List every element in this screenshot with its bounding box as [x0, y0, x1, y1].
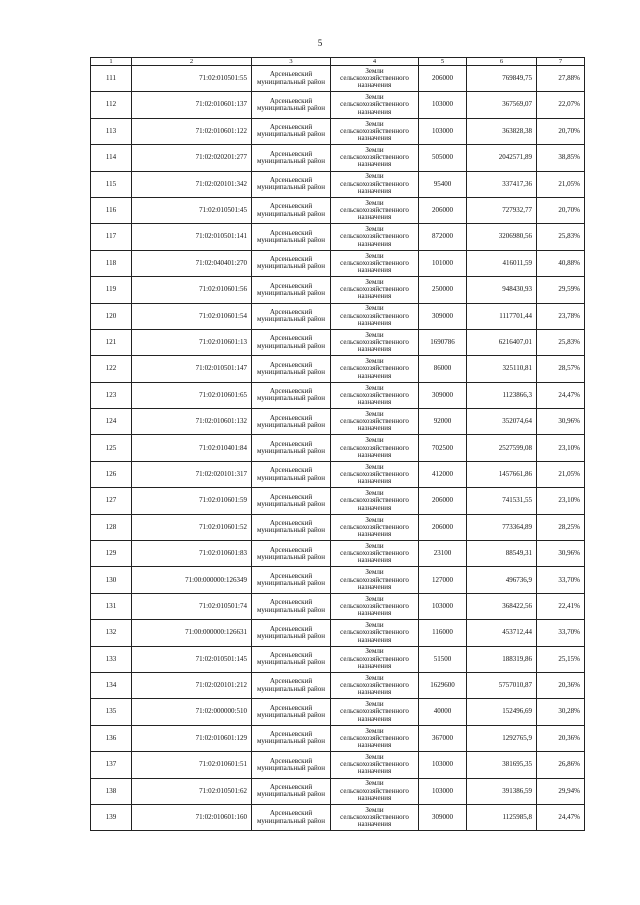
- row-number-cell: 112: [91, 92, 132, 118]
- percent-cell: 33,70%: [537, 567, 585, 593]
- percent-cell: 22,07%: [537, 92, 585, 118]
- area-cell: 101000: [419, 250, 467, 276]
- district-cell: Арсеньевский муниципальный район: [252, 356, 331, 382]
- cadastral-number-cell: 71:02:010501:45: [132, 197, 252, 223]
- table-row: [91, 725, 585, 751]
- district-cell: Арсеньевский муниципальный район: [252, 567, 331, 593]
- district-cell: Арсеньевский муниципальный район: [252, 488, 331, 514]
- cadastral-number-cell: 71:02:010601:54: [132, 303, 252, 329]
- table-row: [91, 197, 585, 223]
- district-cell: Арсеньевский муниципальный район: [252, 541, 331, 567]
- land-category-cell: Земли сельскохозяйственного назначения: [331, 66, 419, 92]
- district-cell: Арсеньевский муниципальный район: [252, 778, 331, 804]
- table-row: [91, 778, 585, 804]
- row-number-cell: 121: [91, 329, 132, 355]
- area-cell: 86000: [419, 356, 467, 382]
- percent-cell: 24,47%: [537, 804, 585, 830]
- area-cell: 412000: [419, 461, 467, 487]
- row-number-cell: 125: [91, 435, 132, 461]
- percent-cell: 20,36%: [537, 725, 585, 751]
- column-header: 2: [132, 58, 252, 66]
- district-cell: Арсеньевский муниципальный район: [252, 277, 331, 303]
- column-header: 7: [537, 58, 585, 66]
- cadastral-number-cell: 71:02:010601:52: [132, 514, 252, 540]
- percent-cell: 30,96%: [537, 409, 585, 435]
- percent-cell: 25,83%: [537, 224, 585, 250]
- land-category-cell: Земли сельскохозяйственного назначения: [331, 699, 419, 725]
- percent-cell: 28,57%: [537, 356, 585, 382]
- table-row: [91, 488, 585, 514]
- column-header: 4: [331, 58, 419, 66]
- cadastral-value-cell: 152496,69: [467, 699, 537, 725]
- cadastral-value-cell: 1117701,44: [467, 303, 537, 329]
- table-row: [91, 356, 585, 382]
- land-category-cell: Земли сельскохозяйственного назначения: [331, 620, 419, 646]
- cadastral-number-cell: 71:02:010601:132: [132, 409, 252, 435]
- district-cell: Арсеньевский муниципальный район: [252, 92, 331, 118]
- area-cell: 206000: [419, 197, 467, 223]
- land-category-cell: Земли сельскохозяйственного назначения: [331, 461, 419, 487]
- table-row: [91, 277, 585, 303]
- percent-cell: 21,05%: [537, 171, 585, 197]
- cadastral-value-cell: 1125985,8: [467, 804, 537, 830]
- area-cell: 95400: [419, 171, 467, 197]
- district-cell: Арсеньевский муниципальный район: [252, 593, 331, 619]
- district-cell: Арсеньевский муниципальный район: [252, 514, 331, 540]
- table-row: [91, 541, 585, 567]
- cadastral-value-cell: 1292765,9: [467, 725, 537, 751]
- percent-cell: 38,85%: [537, 145, 585, 171]
- cadastral-number-cell: 71:02:010601:122: [132, 118, 252, 144]
- land-category-cell: Земли сельскохозяйственного назначения: [331, 672, 419, 698]
- cadastral-value-cell: 741531,55: [467, 488, 537, 514]
- district-cell: Арсеньевский муниципальный район: [252, 672, 331, 698]
- land-category-cell: Земли сельскохозяйственного назначения: [331, 752, 419, 778]
- cadastral-value-cell: 363828,38: [467, 118, 537, 144]
- cadastral-value-cell: 2527599,08: [467, 435, 537, 461]
- cadastral-value-cell: 1123866,3: [467, 382, 537, 408]
- table-row: [91, 567, 585, 593]
- table-row: [91, 329, 585, 355]
- area-cell: 250000: [419, 277, 467, 303]
- row-number-cell: 111: [91, 66, 132, 92]
- cadastral-value-cell: 948430,93: [467, 277, 537, 303]
- land-category-cell: Земли сельскохозяйственного назначения: [331, 541, 419, 567]
- cadastral-value-cell: 352074,64: [467, 409, 537, 435]
- cadastral-number-cell: 71:02:040401:270: [132, 250, 252, 276]
- table-row: [91, 699, 585, 725]
- cadastral-value-cell: 416011,59: [467, 250, 537, 276]
- cadastral-number-cell: 71:02:010601:51: [132, 752, 252, 778]
- row-number-cell: 132: [91, 620, 132, 646]
- column-header: 1: [91, 58, 132, 66]
- land-category-cell: Земли сельскохозяйственного назначения: [331, 329, 419, 355]
- percent-cell: 29,94%: [537, 778, 585, 804]
- row-number-cell: 136: [91, 725, 132, 751]
- land-category-cell: Земли сельскохозяйственного назначения: [331, 567, 419, 593]
- cadastral-value-cell: 1457661,86: [467, 461, 537, 487]
- cadastral-number-cell: 71:02:010501:55: [132, 66, 252, 92]
- percent-cell: 20,36%: [537, 672, 585, 698]
- district-cell: Арсеньевский муниципальный район: [252, 699, 331, 725]
- area-cell: 116000: [419, 620, 467, 646]
- district-cell: Арсеньевский муниципальный район: [252, 250, 331, 276]
- table-row: [91, 118, 585, 144]
- percent-cell: 22,41%: [537, 593, 585, 619]
- district-cell: Арсеньевский муниципальный район: [252, 409, 331, 435]
- cadastral-number-cell: 71:02:010601:160: [132, 804, 252, 830]
- cadastral-number-cell: 71:02:020101:342: [132, 171, 252, 197]
- table-row: [91, 461, 585, 487]
- cadastral-value-cell: 3206980,56: [467, 224, 537, 250]
- percent-cell: 23,10%: [537, 488, 585, 514]
- row-number-cell: 139: [91, 804, 132, 830]
- district-cell: Арсеньевский муниципальный район: [252, 646, 331, 672]
- row-number-cell: 131: [91, 593, 132, 619]
- land-category-cell: Земли сельскохозяйственного назначения: [331, 435, 419, 461]
- percent-cell: 24,47%: [537, 382, 585, 408]
- row-number-cell: 123: [91, 382, 132, 408]
- cadastral-value-cell: 773364,89: [467, 514, 537, 540]
- land-category-cell: Земли сельскохозяйственного назначения: [331, 356, 419, 382]
- cadastral-value-cell: 2042571,89: [467, 145, 537, 171]
- row-number-cell: 135: [91, 699, 132, 725]
- area-cell: 103000: [419, 778, 467, 804]
- land-category-cell: Земли сельскохозяйственного назначения: [331, 303, 419, 329]
- table-row: [91, 752, 585, 778]
- district-cell: Арсеньевский муниципальный район: [252, 303, 331, 329]
- cadastral-value-cell: 727932,77: [467, 197, 537, 223]
- table-row: [91, 593, 585, 619]
- land-category-cell: Земли сельскохозяйственного назначения: [331, 778, 419, 804]
- cadastral-number-cell: 71:02:020101:317: [132, 461, 252, 487]
- district-cell: Арсеньевский муниципальный район: [252, 752, 331, 778]
- row-number-cell: 118: [91, 250, 132, 276]
- cadastral-value-cell: 496736,9: [467, 567, 537, 593]
- area-cell: 206000: [419, 66, 467, 92]
- area-cell: 103000: [419, 118, 467, 144]
- table-row: [91, 92, 585, 118]
- district-cell: Арсеньевский муниципальный район: [252, 725, 331, 751]
- area-cell: 103000: [419, 92, 467, 118]
- land-category-cell: Земли сельскохозяйственного назначения: [331, 646, 419, 672]
- percent-cell: 26,86%: [537, 752, 585, 778]
- cadastral-number-cell: 71:02:010501:145: [132, 646, 252, 672]
- percent-cell: 23,78%: [537, 303, 585, 329]
- table-row: [91, 250, 585, 276]
- cadastral-number-cell: 71:02:010601:137: [132, 92, 252, 118]
- table-row: [91, 224, 585, 250]
- cadastral-value-cell: 391386,59: [467, 778, 537, 804]
- cadastral-value-cell: 381695,35: [467, 752, 537, 778]
- area-cell: 1690786: [419, 329, 467, 355]
- district-cell: Арсеньевский муниципальный район: [252, 461, 331, 487]
- cadastral-value-cell: 88549,31: [467, 541, 537, 567]
- percent-cell: 30,96%: [537, 541, 585, 567]
- row-number-cell: 117: [91, 224, 132, 250]
- area-cell: 505000: [419, 145, 467, 171]
- area-cell: 103000: [419, 752, 467, 778]
- cadastral-number-cell: 71:00:000000:126631: [132, 620, 252, 646]
- cadastral-number-cell: 71:02:010601:65: [132, 382, 252, 408]
- row-number-cell: 138: [91, 778, 132, 804]
- row-number-cell: 126: [91, 461, 132, 487]
- column-header: 6: [467, 58, 537, 66]
- percent-cell: 20,70%: [537, 197, 585, 223]
- district-cell: Арсеньевский муниципальный район: [252, 382, 331, 408]
- percent-cell: 21,05%: [537, 461, 585, 487]
- table-row: [91, 171, 585, 197]
- land-plots-table: [90, 57, 585, 831]
- land-category-cell: Земли сельскохозяйственного назначения: [331, 224, 419, 250]
- district-cell: Арсеньевский муниципальный район: [252, 145, 331, 171]
- land-category-cell: Земли сельскохозяйственного назначения: [331, 92, 419, 118]
- land-category-cell: Земли сельскохозяйственного назначения: [331, 197, 419, 223]
- row-number-cell: 120: [91, 303, 132, 329]
- cadastral-number-cell: 71:02:020201:277: [132, 145, 252, 171]
- column-header: 3: [252, 58, 331, 66]
- row-number-cell: 128: [91, 514, 132, 540]
- land-category-cell: Земли сельскохозяйственного назначения: [331, 277, 419, 303]
- table-row: [91, 514, 585, 540]
- percent-cell: 40,88%: [537, 250, 585, 276]
- table-row: [91, 804, 585, 830]
- percent-cell: 30,28%: [537, 699, 585, 725]
- district-cell: Арсеньевский муниципальный район: [252, 329, 331, 355]
- table-row: [91, 672, 585, 698]
- table-row: [91, 620, 585, 646]
- table-row: [91, 303, 585, 329]
- land-category-cell: Земли сельскохозяйственного назначения: [331, 145, 419, 171]
- land-category-cell: Земли сельскохозяйственного назначения: [331, 804, 419, 830]
- row-number-cell: 129: [91, 541, 132, 567]
- land-category-cell: Земли сельскохозяйственного назначения: [331, 250, 419, 276]
- area-cell: 92000: [419, 409, 467, 435]
- row-number-cell: 127: [91, 488, 132, 514]
- row-number-cell: 122: [91, 356, 132, 382]
- row-number-cell: 133: [91, 646, 132, 672]
- cadastral-value-cell: 325110,81: [467, 356, 537, 382]
- district-cell: Арсеньевский муниципальный район: [252, 197, 331, 223]
- percent-cell: 20,70%: [537, 118, 585, 144]
- percent-cell: 28,25%: [537, 514, 585, 540]
- cadastral-number-cell: 71:00:000000:126349: [132, 567, 252, 593]
- area-cell: 872000: [419, 224, 467, 250]
- table-row: [91, 646, 585, 672]
- area-cell: 206000: [419, 488, 467, 514]
- table-row: [91, 435, 585, 461]
- district-cell: Арсеньевский муниципальный район: [252, 620, 331, 646]
- area-cell: 1629600: [419, 672, 467, 698]
- cadastral-number-cell: 71:02:010601:83: [132, 541, 252, 567]
- table-row: [91, 66, 585, 92]
- area-cell: 309000: [419, 804, 467, 830]
- row-number-cell: 137: [91, 752, 132, 778]
- cadastral-value-cell: 453712,44: [467, 620, 537, 646]
- cadastral-value-cell: 769849,75: [467, 66, 537, 92]
- land-category-cell: Земли сельскохозяйственного назначения: [331, 118, 419, 144]
- row-number-cell: 114: [91, 145, 132, 171]
- area-cell: 23100: [419, 541, 467, 567]
- cadastral-value-cell: 5757010,87: [467, 672, 537, 698]
- land-category-cell: Земли сельскохозяйственного назначения: [331, 725, 419, 751]
- cadastral-number-cell: 71:02:020101:212: [132, 672, 252, 698]
- cadastral-number-cell: 71:02:010601:59: [132, 488, 252, 514]
- column-number-header-row: [91, 58, 585, 66]
- area-cell: 309000: [419, 382, 467, 408]
- area-cell: 127000: [419, 567, 467, 593]
- page-number: 5: [317, 38, 323, 48]
- row-number-cell: 124: [91, 409, 132, 435]
- cadastral-value-cell: 368422,56: [467, 593, 537, 619]
- land-category-cell: Земли сельскохозяйственного назначения: [331, 409, 419, 435]
- land-category-cell: Земли сельскохозяйственного назначения: [331, 171, 419, 197]
- row-number-cell: 130: [91, 567, 132, 593]
- cadastral-value-cell: 188319,86: [467, 646, 537, 672]
- area-cell: 103000: [419, 593, 467, 619]
- cadastral-number-cell: 71:02:010501:141: [132, 224, 252, 250]
- area-cell: 206000: [419, 514, 467, 540]
- row-number-cell: 113: [91, 118, 132, 144]
- district-cell: Арсеньевский муниципальный район: [252, 66, 331, 92]
- cadastral-number-cell: 71:02:010601:129: [132, 725, 252, 751]
- district-cell: Арсеньевский муниципальный район: [252, 804, 331, 830]
- land-category-cell: Земли сельскохозяйственного назначения: [331, 593, 419, 619]
- percent-cell: 23,10%: [537, 435, 585, 461]
- cadastral-number-cell: 71:02:000000:510: [132, 699, 252, 725]
- cadastral-number-cell: 71:02:010601:56: [132, 277, 252, 303]
- table-row: [91, 382, 585, 408]
- district-cell: Арсеньевский муниципальный район: [252, 171, 331, 197]
- percent-cell: 25,15%: [537, 646, 585, 672]
- row-number-cell: 115: [91, 171, 132, 197]
- area-cell: 367000: [419, 725, 467, 751]
- percent-cell: 27,88%: [537, 66, 585, 92]
- percent-cell: 29,59%: [537, 277, 585, 303]
- district-cell: Арсеньевский муниципальный район: [252, 118, 331, 144]
- row-number-cell: 134: [91, 672, 132, 698]
- district-cell: Арсеньевский муниципальный район: [252, 224, 331, 250]
- percent-cell: 33,70%: [537, 620, 585, 646]
- area-cell: 309000: [419, 303, 467, 329]
- column-header: 5: [419, 58, 467, 66]
- table-row: [91, 409, 585, 435]
- row-number-cell: 119: [91, 277, 132, 303]
- table-row: [91, 145, 585, 171]
- land-category-cell: Земли сельскохозяйственного назначения: [331, 488, 419, 514]
- cadastral-number-cell: 71:02:010501:74: [132, 593, 252, 619]
- district-cell: Арсеньевский муниципальный район: [252, 435, 331, 461]
- area-cell: 40000: [419, 699, 467, 725]
- cadastral-number-cell: 71:02:010401:84: [132, 435, 252, 461]
- cadastral-value-cell: 367569,07: [467, 92, 537, 118]
- row-number-cell: 116: [91, 197, 132, 223]
- land-category-cell: Земли сельскохозяйственного назначения: [331, 382, 419, 408]
- cadastral-number-cell: 71:02:010501:147: [132, 356, 252, 382]
- area-cell: 51500: [419, 646, 467, 672]
- area-cell: 702500: [419, 435, 467, 461]
- cadastral-number-cell: 71:02:010601:13: [132, 329, 252, 355]
- cadastral-value-cell: 6216407,01: [467, 329, 537, 355]
- cadastral-number-cell: 71:02:010501:62: [132, 778, 252, 804]
- cadastral-value-cell: 337417,36: [467, 171, 537, 197]
- percent-cell: 25,83%: [537, 329, 585, 355]
- land-category-cell: Земли сельскохозяйственного назначения: [331, 514, 419, 540]
